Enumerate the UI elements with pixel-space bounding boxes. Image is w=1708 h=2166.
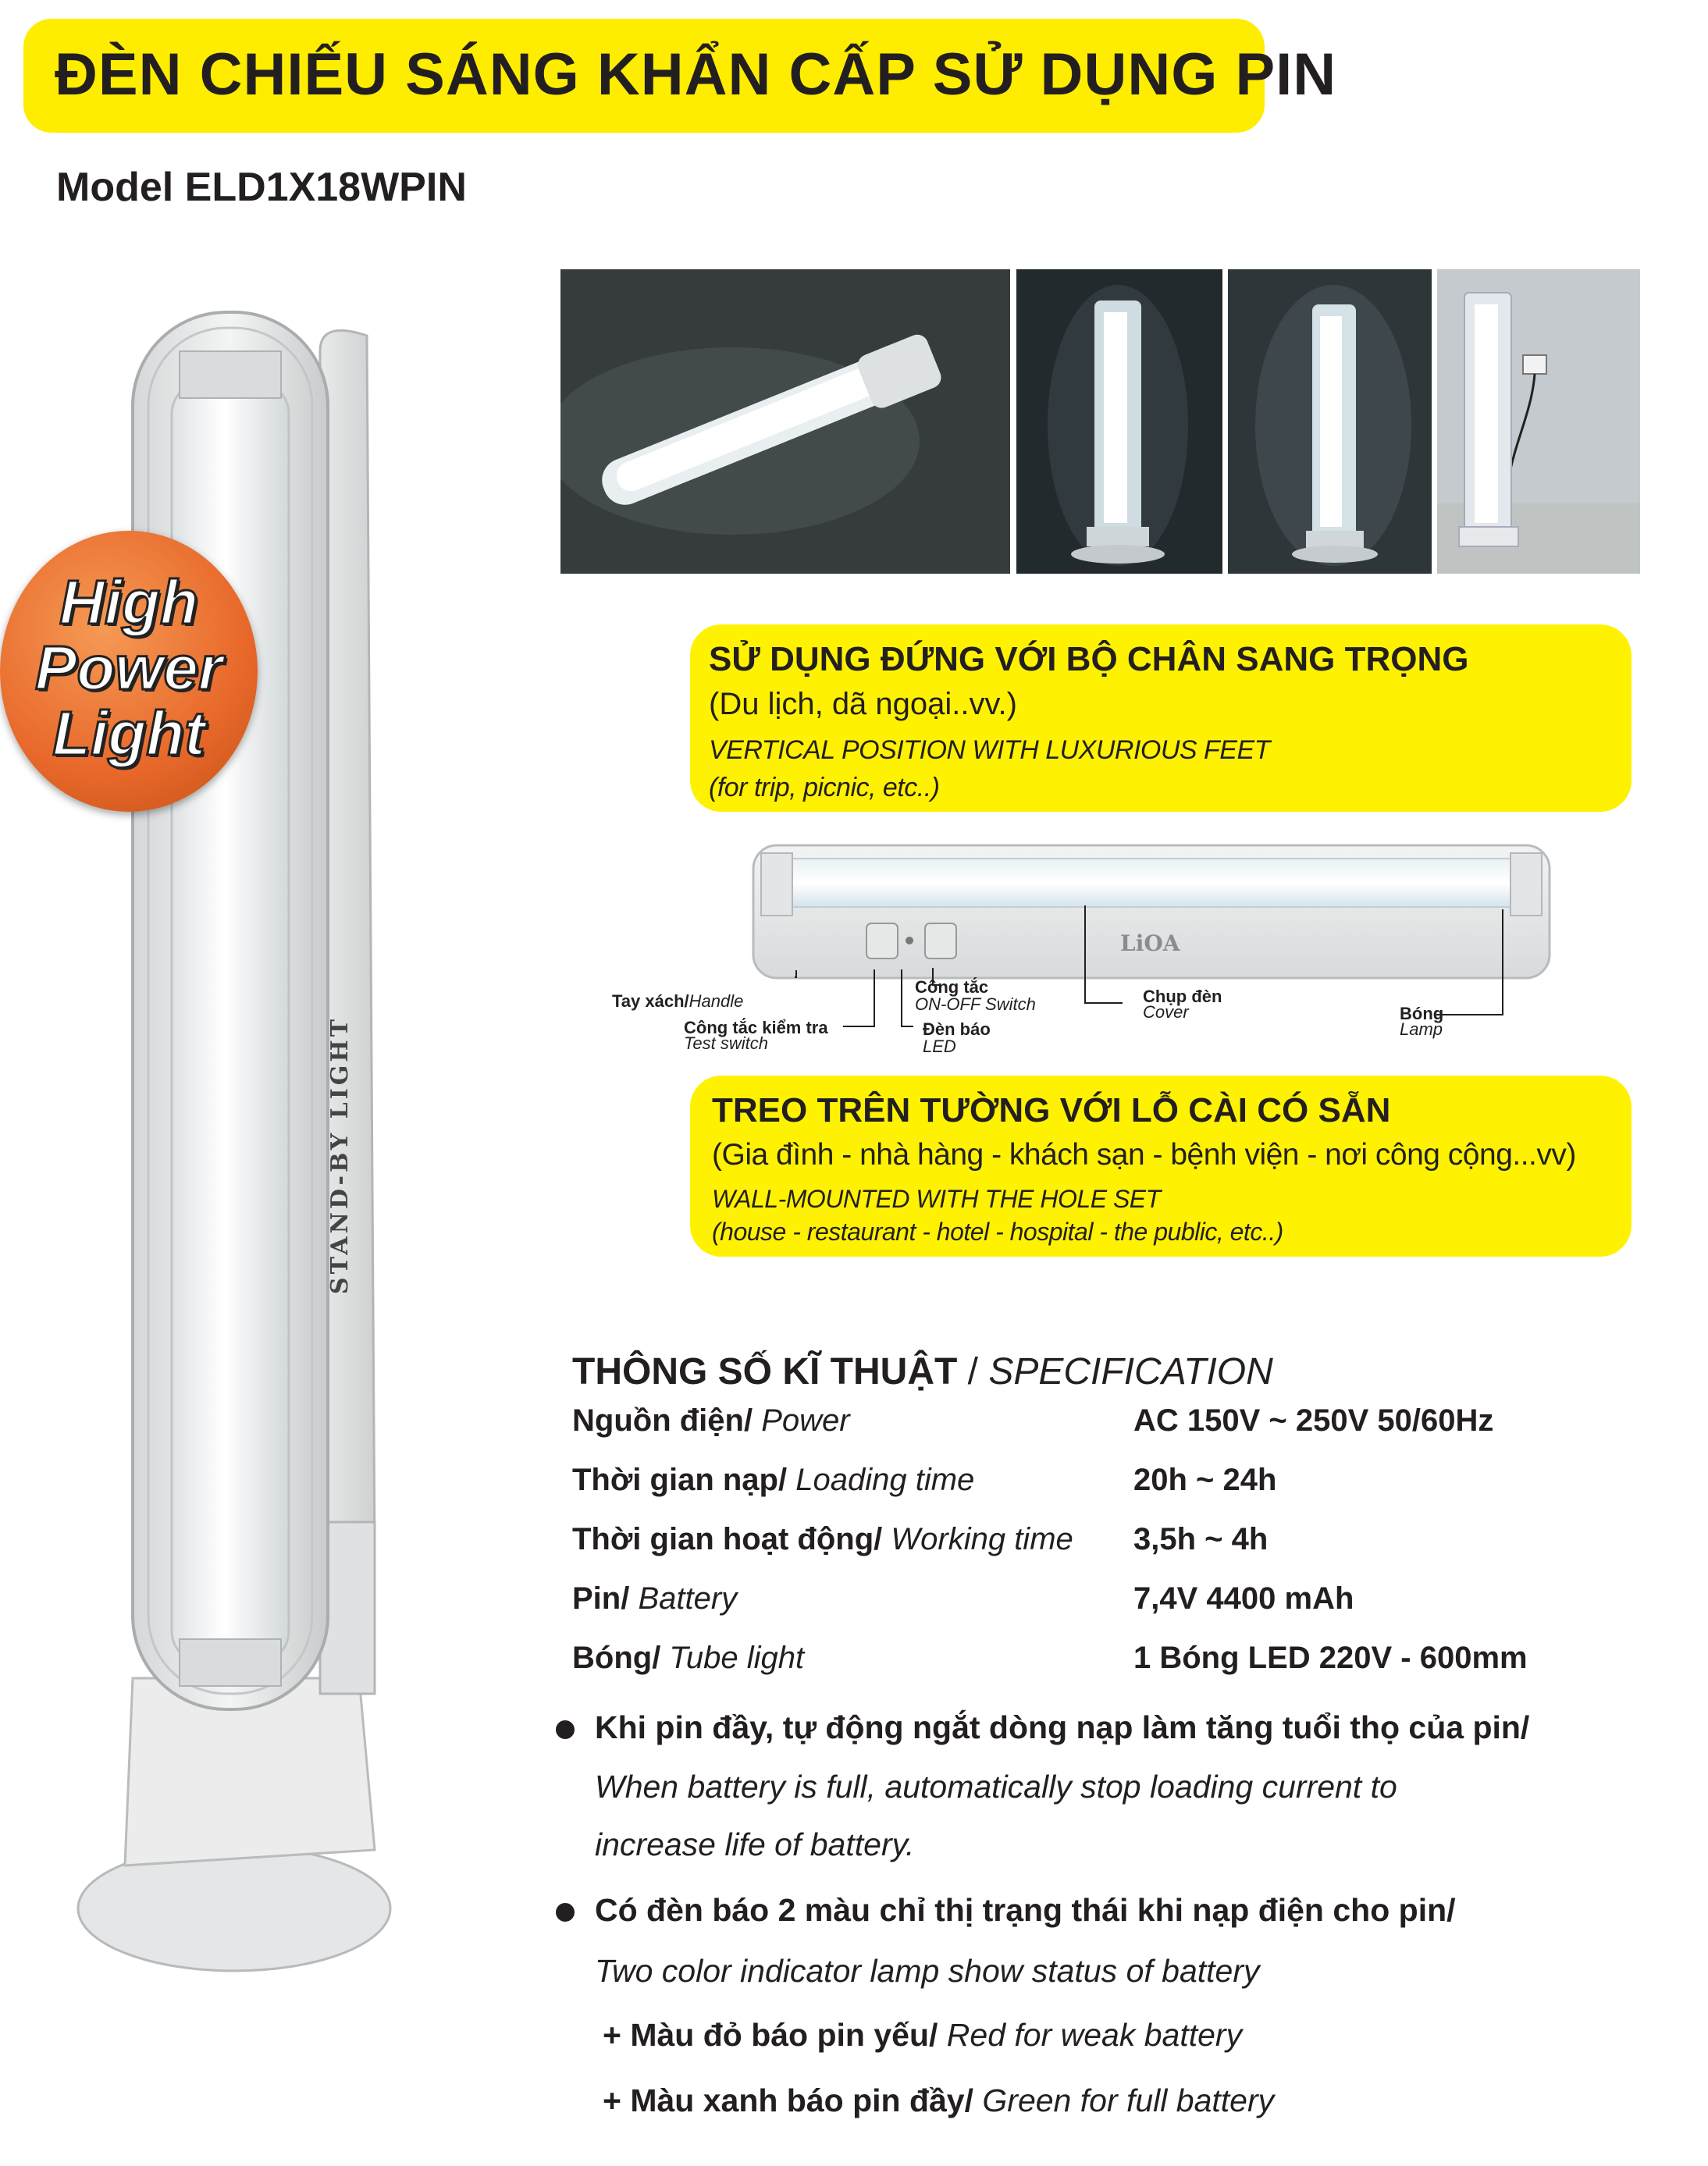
feature-green-battery: + Màu xanh báo pin đầy/ Green for full battery [603,2082,1275,2118]
badge-line-3: Light [52,699,205,768]
spec-value-loading: 20h ~ 24h [1133,1463,1277,1497]
page-title: ĐÈN CHIẾU SÁNG KHẨN CẤP SỬ DỤNG PIN [55,41,1337,108]
spec-label-tube: Bóng/ Tube light [572,1641,805,1675]
photo-standing-lamp-lit [1228,269,1432,574]
spec-value-power: AC 150V ~ 250V 50/60Hz [1133,1403,1494,1438]
spec-label-working: Thời gian hoạt động/ Working time [572,1522,1073,1556]
callout-cover: Chụp đèn [1143,987,1222,1006]
high-power-badge [0,531,258,812]
feature-auto-cutoff-en: When battery is full, automatically stop loading current to [595,1769,1397,1805]
lioa-brand-label: LiOA [1120,930,1180,956]
wall-mount-en-detail: (house - restaurant - hotel - hospital - the public, etc..) [712,1218,1283,1246]
bullet-icon [556,1903,575,1922]
spec-value-working: 3,5h ~ 4h [1133,1522,1269,1556]
callout-led-en: LED [923,1037,956,1056]
spec-value-battery: 7,4V 4400 mAh [1133,1581,1354,1616]
callout-test-switch-en: Test switch [684,1033,769,1053]
spec-value-tube: 1 Bóng LED 220V - 600mm [1133,1641,1528,1675]
callout-cover-en: Cover [1143,1002,1189,1022]
photo-standing-lamp-plugged [1437,269,1640,574]
spec-title: THÔNG SỐ KĨ THUẬT / SPECIFICATION [572,1351,1273,1392]
feature-indicator: Có đèn báo 2 màu chỉ thị trạng thái khi nạp điện cho pin/ [595,1892,1456,1928]
spec-label-power: Nguồn điện/ Power [572,1403,850,1438]
photo-standing-lamp-dark [1016,269,1222,574]
standby-light-label: STAND-BY LIGHT [326,1015,354,1295]
feature-auto-cutoff-en-2: increase life of battery. [595,1826,915,1862]
photo-wall-mounted-lamp [560,269,1010,574]
callout-on-off-switch-en: ON-OFF Switch [915,994,1036,1014]
callout-test-switch: Công tắc kiểm tra [684,1018,828,1037]
callout-handle: Tay xách/Handle [612,991,744,1011]
vertical-use-title: SỬ DỤNG ĐỨNG VỚI BỘ CHÂN SANG TRỌNG [709,640,1469,678]
vertical-use-en-detail: (for trip, picnic, etc..) [709,773,940,802]
badge-line-1: High [59,567,198,637]
feature-auto-cutoff: Khi pin đầy, tự động ngắt dòng nạp làm tăng tuổi thọ của pin/ [595,1709,1530,1745]
callout-lamp: Bóng [1400,1004,1444,1023]
wall-mount-title: TREO TRÊN TƯỜNG VỚI LỖ CÀI CÓ SẴN [712,1091,1391,1129]
bullet-icon [556,1720,575,1739]
spec-label-loading: Thời gian nạp/ Loading time [572,1463,975,1497]
callout-on-off-switch: Công tắc [915,977,989,997]
callout-led: Đèn báo [923,1019,991,1039]
wall-mount-en: WALL-MOUNTED WITH THE HOLE SET [712,1185,1161,1213]
model-number: Model ELD1X18WPIN [56,165,467,210]
feature-red-battery: + Màu đỏ báo pin yếu/ Red for weak battery [603,2017,1243,2053]
wall-mount-vn: (Gia đình - nhà hàng - khách sạn - bệnh viện - nơi công cộng...vv) [712,1138,1576,1172]
badge-line-2: Power [34,633,223,702]
vertical-use-en: VERTICAL POSITION WITH LUXURIOUS FEET [709,735,1270,765]
spec-label-battery: Pin/ Battery [572,1581,738,1616]
callout-lamp-en: Lamp [1400,1019,1443,1039]
feature-indicator-en: Two color indicator lamp show status of battery [595,1953,1260,1989]
vertical-use-vn: (Du lịch, dã ngoại..vv.) [709,687,1017,721]
